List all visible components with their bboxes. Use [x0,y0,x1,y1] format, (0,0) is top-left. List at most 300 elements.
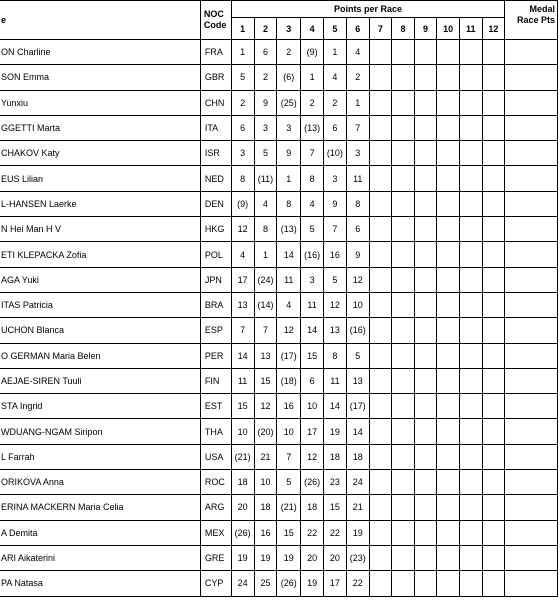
medal-race-points-cell [505,166,558,191]
race-points-cell [459,394,482,419]
race-points-cell [482,267,505,292]
medal-race-points-header [505,1,558,40]
race-points-cell: 3 [231,141,254,166]
noc-code-cell: MEX [200,520,231,545]
race-points-cell: (10) [324,141,347,166]
race-points-cell: 2 [301,90,324,115]
noc-code-cell: CYP [200,571,231,596]
race-number-header: 11 [459,18,482,40]
athlete-name-cell: WDUANG-NGAM Siripon [0,419,200,444]
header-row-top [0,1,558,18]
race-points-cell: 2 [231,90,254,115]
race-points-cell: 14 [277,242,301,267]
medal-race-points-cell [505,520,558,545]
race-points-cell: 15 [254,368,277,393]
race-points-cell [369,90,392,115]
race-points-cell [369,115,392,140]
race-points-cell: 13 [346,368,369,393]
race-points-cell: (6) [277,65,301,90]
race-points-cell: 2 [254,65,277,90]
medal-race-points-cell [505,65,558,90]
race-points-cell [414,242,437,267]
medal-race-points-cell [505,318,558,343]
race-points-cell: 8 [277,191,301,216]
race-points-cell [459,470,482,495]
race-points-cell [482,242,505,267]
race-points-cell: 23 [324,470,347,495]
race-points-cell [482,65,505,90]
race-points-cell: 13 [254,343,277,368]
race-points-cell: (25) [277,90,301,115]
race-points-cell: 17 [324,571,347,596]
race-points-cell [482,571,505,596]
race-points-cell: 14 [346,419,369,444]
race-points-cell [369,166,392,191]
athlete-name-cell: SON Emma [0,65,200,90]
noc-header-line2: Code [203,20,227,30]
table-row [0,141,558,166]
race-points-cell: 19 [254,545,277,570]
medal-header-line2: Race Pts [516,15,555,25]
noc-code-cell: GRE [200,545,231,570]
race-points-cell: 19 [277,545,301,570]
race-points-cell: 11 [277,267,301,292]
race-points-cell [482,419,505,444]
race-points-cell [437,267,460,292]
race-points-cell: 18 [301,495,324,520]
race-points-cell: 12 [277,318,301,343]
race-points-cell [482,217,505,242]
race-points-cell: 10 [277,419,301,444]
race-points-cell [369,368,392,393]
race-points-cell: 4 [324,65,347,90]
race-points-cell [459,292,482,317]
race-points-cell: 7 [346,115,369,140]
race-points-cell [482,191,505,216]
race-points-cell: 4 [346,40,369,65]
race-points-cell: 10 [301,394,324,419]
race-points-cell: 10 [231,419,254,444]
race-points-cell [459,495,482,520]
race-points-cell [414,267,437,292]
race-points-cell [482,520,505,545]
race-points-cell: 18 [254,495,277,520]
race-points-cell [459,267,482,292]
race-number-header: 5 [324,18,347,40]
race-points-cell [437,571,460,596]
noc-code-cell: JPN [200,267,231,292]
race-points-cell [369,495,392,520]
race-points-cell [392,267,415,292]
race-points-cell: (20) [254,419,277,444]
race-points-cell [369,292,392,317]
race-number-header: 4 [301,18,324,40]
race-points-cell [482,90,505,115]
noc-code-cell: USA [200,444,231,469]
race-points-cell [437,217,460,242]
race-points-cell: 6 [301,368,324,393]
race-points-cell [414,191,437,216]
race-points-cell [414,470,437,495]
race-points-cell [482,318,505,343]
medal-race-points-cell [505,394,558,419]
race-points-cell [414,545,437,570]
race-points-cell: 19 [301,571,324,596]
results-body [0,40,558,597]
table-row [0,545,558,570]
athlete-name-cell: O GERMAN Maria Belen [0,343,200,368]
race-points-cell [482,40,505,65]
race-points-cell [437,65,460,90]
race-points-cell: (26) [277,571,301,596]
race-points-cell [414,318,437,343]
race-points-cell [437,394,460,419]
race-points-cell [369,419,392,444]
race-points-cell: 20 [324,545,347,570]
race-points-cell [369,191,392,216]
medal-race-points-cell [505,115,558,140]
race-points-cell [392,166,415,191]
race-points-cell: 1 [301,65,324,90]
race-points-cell: 9 [254,90,277,115]
table-row [0,65,558,90]
race-points-cell [392,545,415,570]
race-points-cell [369,343,392,368]
table-row [0,495,558,520]
race-points-cell: 4 [231,242,254,267]
race-points-cell: 16 [324,242,347,267]
race-points-cell [459,90,482,115]
race-points-cell [369,217,392,242]
race-points-cell: 21 [254,444,277,469]
race-points-cell [459,166,482,191]
race-points-cell [482,545,505,570]
race-points-cell: 3 [301,267,324,292]
race-points-cell [437,292,460,317]
race-points-cell [392,115,415,140]
race-points-cell [437,40,460,65]
noc-code-cell: ARG [200,495,231,520]
athlete-name-cell: L-HANSEN Laerke [0,191,200,216]
race-points-cell: 12 [231,217,254,242]
race-number-header: 2 [254,18,277,40]
table-row [0,90,558,115]
race-points-cell: 24 [231,571,254,596]
race-points-cell [414,166,437,191]
race-points-cell: 5 [231,65,254,90]
medal-race-points-cell [505,191,558,216]
race-number-header: 3 [277,18,301,40]
race-number-header: 10 [437,18,460,40]
race-points-cell: 3 [277,115,301,140]
race-points-cell: 12 [324,292,347,317]
race-points-cell [392,343,415,368]
race-points-cell [459,191,482,216]
race-points-cell [369,571,392,596]
medal-race-points-cell [505,217,558,242]
medal-race-points-cell [505,444,558,469]
noc-code-cell: FIN [200,368,231,393]
table-row [0,318,558,343]
race-points-cell: 11 [231,368,254,393]
race-points-cell: 5 [254,141,277,166]
race-points-cell: (17) [346,394,369,419]
race-points-cell: 6 [346,217,369,242]
race-points-cell: (14) [254,292,277,317]
race-points-cell [414,40,437,65]
race-points-cell [459,318,482,343]
race-points-cell [414,343,437,368]
race-points-cell [392,292,415,317]
race-points-cell: (13) [301,115,324,140]
race-points-cell: 2 [346,65,369,90]
race-points-cell [414,368,437,393]
race-number-header: 8 [392,18,415,40]
athlete-name-cell: ERINA MACKERN Maria Celia [0,495,200,520]
race-points-cell: 22 [324,520,347,545]
race-points-cell: 25 [254,571,277,596]
race-points-cell: 5 [346,343,369,368]
race-points-cell [369,444,392,469]
race-points-cell [392,40,415,65]
noc-code-cell: CHN [200,90,231,115]
race-points-cell [392,571,415,596]
race-points-cell: (21) [277,495,301,520]
race-points-cell [437,191,460,216]
race-points-cell [459,217,482,242]
race-points-cell: 1 [254,242,277,267]
race-points-cell: (16) [301,242,324,267]
race-points-cell: 18 [231,470,254,495]
race-points-cell [437,368,460,393]
medal-race-points-cell [505,267,558,292]
medal-race-points-cell [505,571,558,596]
table-row [0,470,558,495]
noc-code-cell: PER [200,343,231,368]
race-points-cell: (18) [277,368,301,393]
race-points-cell: 8 [324,343,347,368]
race-points-cell: 6 [254,40,277,65]
medal-race-points-cell [505,545,558,570]
race-points-cell [414,90,437,115]
race-points-cell: 22 [346,571,369,596]
race-points-cell: 14 [231,343,254,368]
race-points-cell [414,419,437,444]
medal-race-points-cell [505,495,558,520]
medal-race-points-cell [505,40,558,65]
race-points-cell [459,520,482,545]
medal-race-points-cell [505,292,558,317]
race-points-cell: 8 [301,166,324,191]
race-points-cell: 17 [231,267,254,292]
medal-race-points-cell [505,141,558,166]
race-points-cell: 4 [301,191,324,216]
race-number-header: 6 [346,18,369,40]
race-points-cell [482,470,505,495]
race-points-cell [437,166,460,191]
race-points-cell: 1 [346,90,369,115]
race-points-cell: (21) [231,444,254,469]
noc-code-cell: GBR [200,65,231,90]
race-points-cell [392,444,415,469]
race-points-cell [459,545,482,570]
race-points-cell: 19 [324,419,347,444]
race-points-cell: 12 [346,267,369,292]
athlete-name-cell: CHAKOV Katy [0,141,200,166]
race-points-cell [482,141,505,166]
table-row [0,191,558,216]
race-points-cell [437,242,460,267]
race-points-cell [482,166,505,191]
race-points-cell [482,394,505,419]
race-points-cell: 15 [277,520,301,545]
table-row [0,292,558,317]
race-points-cell [437,444,460,469]
noc-header-line1: NOC [203,9,224,19]
race-points-cell: 8 [254,217,277,242]
race-points-cell: 16 [277,394,301,419]
race-points-cell [414,141,437,166]
race-points-cell: 22 [301,520,324,545]
race-points-cell [392,520,415,545]
race-points-cell [482,495,505,520]
race-points-cell [414,394,437,419]
race-points-cell: (23) [346,545,369,570]
race-points-cell [392,242,415,267]
table-row [0,166,558,191]
table-row [0,394,558,419]
race-points-cell: (24) [254,267,277,292]
race-points-cell [369,40,392,65]
race-points-cell: 15 [231,394,254,419]
race-points-cell: 2 [324,90,347,115]
race-points-cell [414,444,437,469]
noc-code-cell: ESP [200,318,231,343]
race-number-header: 7 [369,18,392,40]
race-points-cell [392,495,415,520]
race-points-cell: 11 [346,166,369,191]
race-points-cell [369,65,392,90]
athlete-name-cell: STA Ingrid [0,394,200,419]
race-points-cell [414,217,437,242]
race-points-cell: 15 [301,343,324,368]
medal-race-points-cell [505,470,558,495]
athlete-name-cell: AGA Yuki [0,267,200,292]
noc-code-cell: HKG [200,217,231,242]
race-points-cell [369,394,392,419]
race-points-cell [414,292,437,317]
race-points-cell [459,343,482,368]
race-points-cell [414,571,437,596]
athlete-name-cell: EUS Lilian [0,166,200,191]
noc-code-column-header [200,1,231,40]
race-points-cell [392,394,415,419]
race-points-cell [459,141,482,166]
race-points-cell: 14 [324,394,347,419]
race-points-cell [459,571,482,596]
race-points-cell [369,318,392,343]
noc-code-cell: ISR [200,141,231,166]
race-points-cell: (9) [231,191,254,216]
noc-code-cell: ITA [200,115,231,140]
race-points-cell [482,292,505,317]
race-points-cell [369,470,392,495]
race-points-cell [482,343,505,368]
medal-race-points-cell [505,343,558,368]
race-points-cell: 3 [324,166,347,191]
race-points-cell [392,217,415,242]
race-number-header: 12 [482,18,505,40]
race-points-cell: 4 [254,191,277,216]
race-points-cell [392,90,415,115]
noc-code-cell: ROC [200,470,231,495]
race-number-header: 1 [231,18,254,40]
race-points-cell [437,141,460,166]
race-points-cell: 1 [324,40,347,65]
table-row [0,520,558,545]
race-points-cell [369,267,392,292]
race-points-cell [369,141,392,166]
race-points-cell [437,495,460,520]
race-points-cell: 5 [301,217,324,242]
race-points-cell: 24 [346,470,369,495]
race-points-cell: 9 [324,191,347,216]
race-points-cell [459,242,482,267]
race-points-cell [392,191,415,216]
race-points-cell: 9 [277,141,301,166]
race-points-cell: 17 [301,419,324,444]
race-points-cell [437,343,460,368]
athlete-name-cell: PA Natasa [0,571,200,596]
race-points-cell: (16) [346,318,369,343]
noc-code-cell: FRA [200,40,231,65]
table-row [0,368,558,393]
race-points-cell: 20 [301,545,324,570]
race-points-cell: (17) [277,343,301,368]
noc-code-cell: DEN [200,191,231,216]
race-points-cell: 8 [346,191,369,216]
race-points-cell [414,115,437,140]
athlete-name-cell: ITAS Patricia [0,292,200,317]
race-points-cell [459,368,482,393]
table-row [0,217,558,242]
race-points-cell: 7 [301,141,324,166]
race-points-cell: 12 [254,394,277,419]
race-points-cell: 6 [324,115,347,140]
race-points-cell [459,40,482,65]
noc-code-cell: POL [200,242,231,267]
race-points-cell [482,115,505,140]
race-points-cell: 3 [254,115,277,140]
race-points-cell [392,419,415,444]
race-points-cell: 7 [254,318,277,343]
race-points-cell [392,470,415,495]
noc-code-cell: EST [200,394,231,419]
race-points-cell [369,242,392,267]
race-points-cell [459,419,482,444]
race-points-cell: 6 [231,115,254,140]
name-column-header: e [0,1,200,40]
athlete-name-cell: GGETTI Marta [0,115,200,140]
noc-code-cell: NED [200,166,231,191]
athlete-name-cell: ON Charline [0,40,200,65]
table-row [0,242,558,267]
athlete-name-cell: L Farrah [0,444,200,469]
race-points-cell: 4 [277,292,301,317]
race-points-cell [414,495,437,520]
race-points-cell: 19 [231,545,254,570]
table-row [0,444,558,469]
